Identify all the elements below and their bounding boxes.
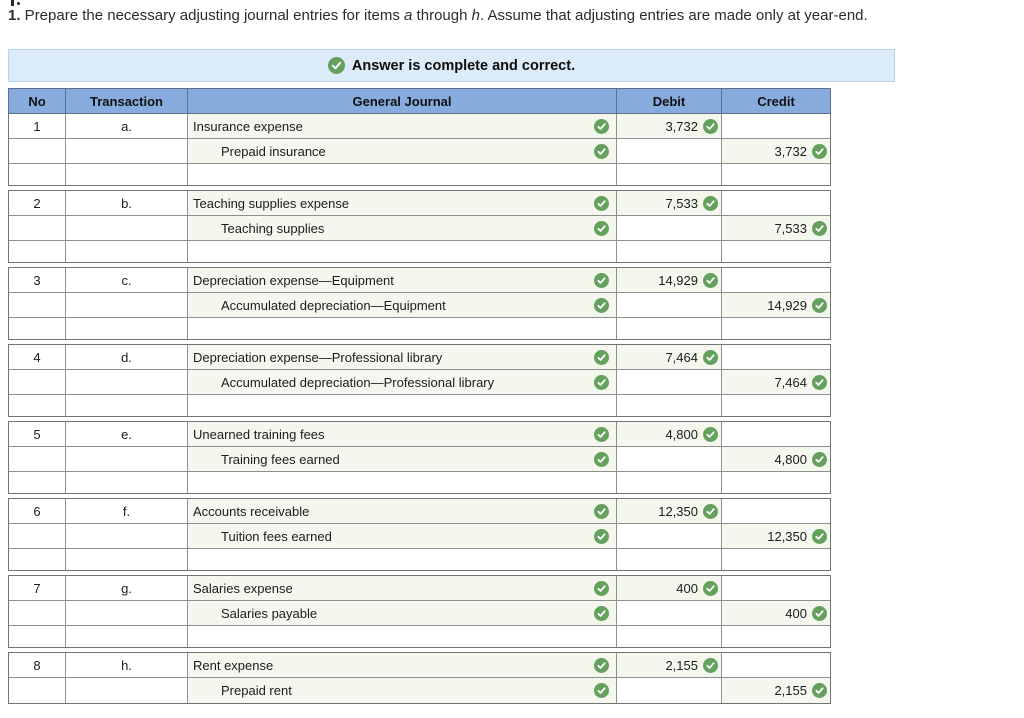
debit-account-cell [188, 191, 617, 216]
entry-transaction [66, 422, 188, 447]
debit-empty-cell [617, 216, 722, 241]
credit-empty-cell [722, 191, 830, 216]
entry-transaction [66, 114, 188, 139]
no-empty-cell [9, 524, 66, 549]
check-icon [812, 606, 827, 621]
spacer-row [9, 318, 830, 339]
journal-entry-d [8, 344, 831, 417]
check-icon [594, 350, 609, 365]
debit-spacer-cell [617, 549, 722, 570]
debit-account-cell-text: Salaries expense [193, 580, 293, 596]
transaction-empty-cell [66, 678, 188, 703]
check-icon [703, 427, 718, 442]
credit-amount-cell-text: 14,929 [767, 297, 807, 313]
debit-account-cell [188, 345, 617, 370]
transaction-spacer-cell [66, 549, 188, 570]
general-journal-table [8, 88, 831, 704]
entry-no-text: 2 [33, 195, 41, 211]
credit-row [9, 216, 830, 241]
debit-amount-cell [617, 576, 722, 601]
journal-table-header [8, 88, 831, 114]
credit-row [9, 678, 830, 703]
spacer-row [9, 395, 830, 416]
credit-account-cell [188, 524, 617, 549]
check-icon [812, 298, 827, 313]
transaction-spacer-cell [66, 395, 188, 416]
debit-account-cell [188, 268, 617, 293]
entry-transaction [66, 345, 188, 370]
debit-spacer-cell [617, 395, 722, 416]
debit-account-cell-text: Rent expense [193, 657, 274, 673]
credit-empty-cell [722, 576, 830, 601]
debit-spacer-cell [617, 472, 722, 493]
check-icon [594, 529, 609, 544]
journal-spacer-cell [188, 241, 617, 262]
item-a-ref: a [404, 7, 413, 24]
debit-row [9, 114, 830, 139]
debit-row [9, 191, 830, 216]
item-h-ref: h [471, 7, 480, 24]
debit-account-cell [188, 576, 617, 601]
debit-row [9, 576, 830, 601]
debit-amount-cell-text: 14,929 [658, 272, 698, 288]
check-icon [594, 273, 609, 288]
check-circle-icon [328, 57, 345, 74]
credit-account-cell [188, 293, 617, 318]
debit-empty-cell [617, 524, 722, 549]
debit-account-cell-text: Accounts receivable [193, 503, 310, 519]
debit-spacer-cell [617, 318, 722, 339]
debit-amount-cell-text: 2,155 [665, 657, 698, 673]
credit-empty-cell [722, 114, 830, 139]
journal-entry-e [8, 421, 831, 494]
debit-amount-cell [617, 422, 722, 447]
debit-amount-cell [617, 345, 722, 370]
credit-account-cell-text: Accumulated depreciation—Equipment [221, 297, 446, 313]
debit-empty-cell [617, 139, 722, 164]
debit-row [9, 422, 830, 447]
credit-row [9, 601, 830, 626]
check-icon [812, 375, 827, 390]
spacer-row [9, 549, 830, 570]
entry-no [9, 653, 66, 678]
header-no: No [9, 89, 66, 113]
spacer-row [9, 164, 830, 185]
credit-spacer-cell [722, 472, 830, 493]
journal-entry-g [8, 575, 831, 648]
check-icon [594, 119, 609, 134]
no-empty-cell [9, 370, 66, 395]
debit-account-cell-text: Teaching supplies expense [193, 195, 350, 211]
debit-row [9, 499, 830, 524]
journal-spacer-cell [188, 164, 617, 185]
no-spacer-cell [9, 626, 66, 647]
credit-amount-cell-text: 2,155 [774, 683, 807, 698]
check-icon [594, 144, 609, 159]
debit-amount-cell-text: 7,533 [665, 195, 698, 211]
transaction-empty-cell [66, 601, 188, 626]
entry-no [9, 191, 66, 216]
credit-account-cell-text: Tuition fees earned [221, 528, 332, 544]
check-icon [812, 452, 827, 467]
credit-empty-cell [722, 653, 830, 678]
transaction-empty-cell [66, 139, 188, 164]
debit-empty-cell [617, 447, 722, 472]
debit-row [9, 345, 830, 370]
journal-spacer-cell [188, 549, 617, 570]
journal-spacer-cell [188, 395, 617, 416]
check-icon [812, 144, 827, 159]
entry-transaction-text: b. [121, 195, 132, 211]
check-icon [594, 581, 609, 596]
credit-amount-cell [722, 601, 830, 626]
journal-entries [8, 114, 831, 704]
credit-amount-cell-text: 4,800 [774, 451, 807, 467]
journal-entry-f [8, 498, 831, 571]
entry-transaction-text: g. [121, 580, 132, 596]
credit-account-cell [188, 601, 617, 626]
credit-account-cell-text: Prepaid rent [221, 683, 292, 698]
entry-no-text: 3 [33, 272, 41, 288]
entry-transaction-text: a. [121, 118, 132, 134]
debit-amount-cell [617, 499, 722, 524]
journal-spacer-cell [188, 626, 617, 647]
transaction-empty-cell [66, 447, 188, 472]
entry-transaction-text: c. [121, 272, 132, 288]
check-icon [594, 298, 609, 313]
debit-amount-cell [617, 653, 722, 678]
entry-no [9, 499, 66, 524]
journal-entry-c [8, 267, 831, 340]
check-icon [812, 529, 827, 544]
credit-spacer-cell [722, 241, 830, 262]
entry-no [9, 422, 66, 447]
entry-no-text: 4 [33, 349, 41, 365]
no-empty-cell [9, 216, 66, 241]
debit-amount-cell-text: 12,350 [658, 503, 698, 519]
check-icon [812, 221, 827, 236]
debit-amount-cell [617, 268, 722, 293]
entry-transaction [66, 499, 188, 524]
entry-transaction [66, 191, 188, 216]
credit-row [9, 139, 830, 164]
spacer-row [9, 472, 830, 493]
credit-empty-cell [722, 499, 830, 524]
credit-account-cell-text: Teaching supplies [221, 220, 325, 236]
spacer-row [9, 241, 830, 262]
debit-row [9, 653, 830, 678]
credit-account-cell [188, 139, 617, 164]
debit-account-cell [188, 422, 617, 447]
journal-spacer-cell [188, 472, 617, 493]
transaction-spacer-cell [66, 318, 188, 339]
entry-transaction [66, 653, 188, 678]
debit-empty-cell [617, 370, 722, 395]
debit-empty-cell [617, 601, 722, 626]
check-icon [594, 658, 609, 673]
check-icon [594, 427, 609, 442]
credit-account-cell [188, 678, 617, 703]
debit-empty-cell [617, 293, 722, 318]
credit-spacer-cell [722, 164, 830, 185]
entry-no-text: 8 [33, 657, 41, 673]
no-spacer-cell [9, 549, 66, 570]
entry-no [9, 114, 66, 139]
transaction-spacer-cell [66, 164, 188, 185]
spacer-row [9, 626, 830, 647]
credit-amount-cell [722, 447, 830, 472]
cropped-text-fragment [11, 0, 25, 6]
check-icon [703, 350, 718, 365]
check-icon [703, 196, 718, 211]
check-icon [594, 683, 609, 698]
question-number: 1. [8, 7, 21, 24]
credit-account-cell [188, 370, 617, 395]
debit-account-cell-text: Depreciation expense—Equipment [193, 272, 394, 288]
journal-entry-h [8, 652, 831, 704]
credit-amount-cell-text: 7,464 [774, 374, 807, 390]
transaction-spacer-cell [66, 241, 188, 262]
check-icon [594, 196, 609, 211]
check-icon [812, 683, 827, 698]
credit-row [9, 293, 830, 318]
check-icon [594, 221, 609, 236]
entry-no [9, 576, 66, 601]
header-credit: Credit [757, 93, 795, 109]
debit-account-cell-text: Depreciation expense—Professional library [193, 349, 443, 365]
check-icon [594, 504, 609, 519]
credit-row [9, 370, 830, 395]
debit-amount-cell-text: 4,800 [665, 426, 698, 442]
header-transaction: Transaction [66, 89, 188, 113]
credit-spacer-cell [722, 318, 830, 339]
no-empty-cell [9, 293, 66, 318]
grading-result-banner [8, 49, 895, 82]
credit-spacer-cell [722, 626, 830, 647]
credit-amount-cell [722, 678, 830, 703]
credit-row [9, 524, 830, 549]
no-spacer-cell [9, 395, 66, 416]
credit-spacer-cell [722, 395, 830, 416]
entry-no-text: 1 [33, 118, 41, 134]
check-icon [703, 273, 718, 288]
debit-spacer-cell [617, 626, 722, 647]
credit-amount-cell [722, 370, 830, 395]
credit-account-cell-text: Training fees earned [221, 451, 340, 467]
transaction-spacer-cell [66, 626, 188, 647]
debit-amount-cell-text: 7,464 [665, 349, 698, 365]
no-empty-cell [9, 139, 66, 164]
debit-amount-cell [617, 114, 722, 139]
entry-no [9, 345, 66, 370]
credit-amount-cell [722, 524, 830, 549]
credit-account-cell [188, 216, 617, 241]
check-icon [703, 658, 718, 673]
transaction-empty-cell [66, 370, 188, 395]
debit-row [9, 268, 830, 293]
debit-account-cell [188, 114, 617, 139]
entry-transaction-text: d. [121, 349, 132, 365]
header-general-journal: General Journal [188, 89, 617, 113]
journal-spacer-cell [188, 318, 617, 339]
entry-transaction [66, 576, 188, 601]
credit-empty-cell [722, 422, 830, 447]
credit-amount-cell [722, 139, 830, 164]
debit-spacer-cell [617, 241, 722, 262]
debit-account-cell-text: Insurance expense [193, 118, 303, 134]
entry-no-text: 6 [33, 503, 41, 519]
debit-amount-cell-text: 3,732 [665, 118, 698, 134]
credit-row [9, 447, 830, 472]
credit-account-cell [188, 447, 617, 472]
transaction-empty-cell [66, 216, 188, 241]
check-icon [703, 504, 718, 519]
debit-account-cell [188, 499, 617, 524]
credit-amount-cell [722, 216, 830, 241]
debit-empty-cell [617, 678, 722, 703]
debit-amount-cell-text: 400 [676, 580, 698, 596]
debit-amount-cell [617, 191, 722, 216]
credit-amount-cell-text: 7,533 [774, 220, 807, 236]
no-empty-cell [9, 601, 66, 626]
entry-transaction-text: e. [121, 426, 132, 442]
credit-account-cell-text: Salaries payable [221, 605, 318, 621]
credit-empty-cell [722, 345, 830, 370]
transaction-empty-cell [66, 524, 188, 549]
entry-no [9, 268, 66, 293]
grading-result-text: Answer is complete and correct. [351, 57, 576, 74]
check-icon [703, 581, 718, 596]
journal-entry-b [8, 190, 831, 263]
credit-account-cell-text: Prepaid insurance [221, 143, 326, 159]
credit-empty-cell [722, 268, 830, 293]
no-spacer-cell [9, 241, 66, 262]
debit-spacer-cell [617, 164, 722, 185]
no-spacer-cell [9, 472, 66, 493]
no-spacer-cell [9, 164, 66, 185]
entry-transaction [66, 268, 188, 293]
credit-spacer-cell [722, 549, 830, 570]
transaction-empty-cell [66, 293, 188, 318]
entry-no-text: 7 [33, 580, 41, 596]
debit-account-cell-text: Unearned training fees [193, 426, 325, 442]
credit-amount-cell-text: 400 [785, 605, 807, 621]
no-empty-cell [9, 447, 66, 472]
check-icon [594, 375, 609, 390]
entry-transaction-text: f. [122, 503, 131, 519]
no-spacer-cell [9, 318, 66, 339]
header-debit: Debit [617, 89, 722, 113]
no-empty-cell [9, 678, 66, 703]
credit-account-cell-text: Accumulated depreciation—Professional library [221, 374, 495, 390]
question-instruction: 1. Prepare the necessary adjusting journal entries for items a through h. Assume that adjusting entries are made only at year-end. [8, 7, 868, 24]
transaction-spacer-cell [66, 472, 188, 493]
check-icon [594, 452, 609, 467]
credit-amount-cell-text: 12,350 [767, 528, 807, 544]
credit-amount-cell [722, 293, 830, 318]
debit-account-cell [188, 653, 617, 678]
journal-entry-a [8, 114, 831, 186]
entry-transaction-text: h. [121, 657, 132, 673]
credit-amount-cell-text: 3,732 [774, 143, 807, 159]
check-icon [703, 119, 718, 134]
check-icon [594, 606, 609, 621]
entry-no-text: 5 [33, 426, 41, 442]
